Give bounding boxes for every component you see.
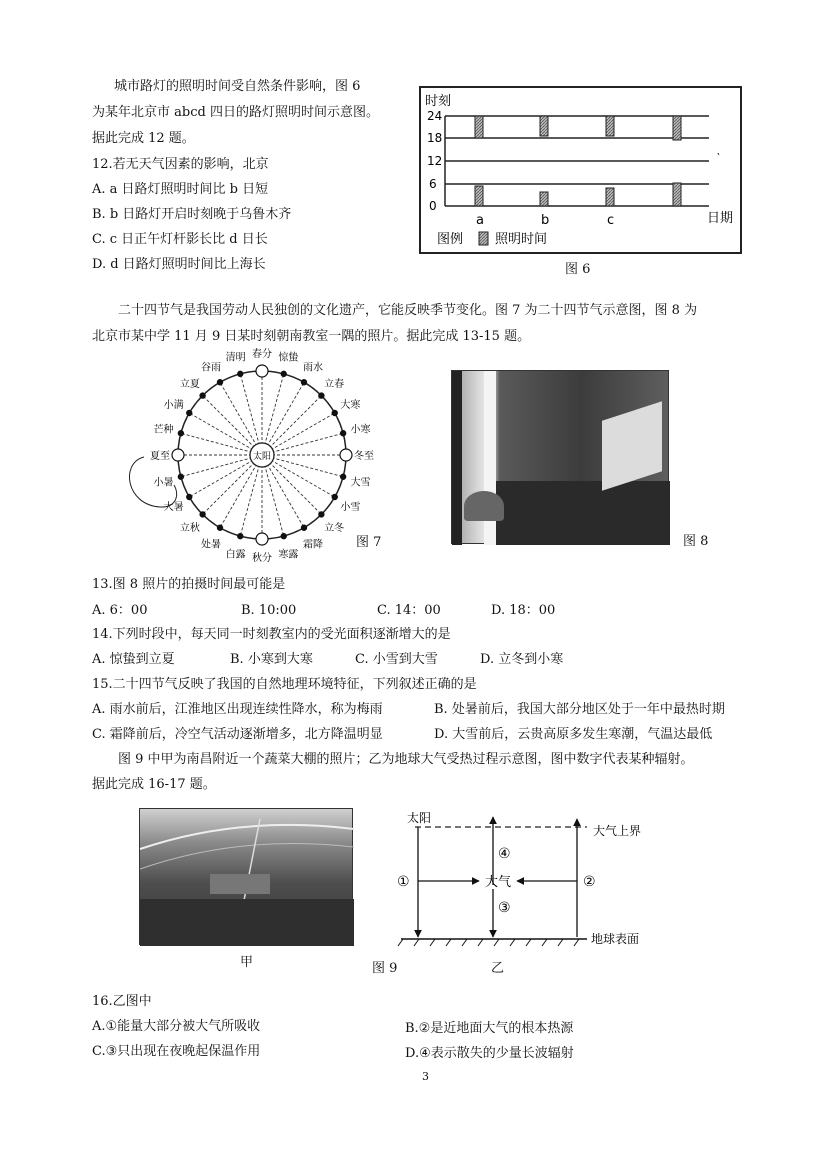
fig7-term-label: 芒种 [153, 424, 174, 436]
fig7-term-label: 小寒 [350, 424, 371, 436]
fig6-legend-swatch [479, 232, 488, 245]
q13-option-d: D. 18：00 [491, 603, 556, 618]
fig6-bar-b-evening [540, 116, 548, 136]
fig7-term-label: 冬至 [354, 451, 374, 462]
fig7-term-label: 大暑 [163, 502, 184, 513]
q16-option-c: C.③只出现在夜晚起保温作用 [92, 1044, 261, 1059]
intro13-line-1: 二十四节气是我国劳动人民独创的文化遗产，它能反映季节变化。图 7 为二十四节气示意图，图 8 为 [118, 303, 698, 318]
intro13-line-2: 北京市某中学 11 月 9 日某时刻朝南教室一隅的照片。据此完成 13-15 题。 [92, 329, 531, 344]
fig9-sun-label: 太阳 [407, 811, 432, 825]
intro12-line-3: 据此完成 12 题。 [92, 131, 195, 146]
fig7-term-label: 立冬 [324, 523, 345, 535]
fig7-center-label: 太阳 [252, 452, 272, 462]
figure-9-photo-jia [139, 808, 353, 945]
q12-stem: 12.若无天气因素的影响，北京 [92, 157, 269, 172]
fig7-term-label: 清明 [225, 352, 246, 364]
fig7-term-label: 处暑 [201, 539, 221, 551]
q14-stem: 14.下列时段中，每天同一时刻教室内的受光面积逐渐增大的是 [92, 627, 451, 642]
fig7-earth-position [187, 410, 192, 415]
fig7-term-label: 霜降 [303, 539, 323, 551]
figure-6-chart [419, 86, 742, 254]
fig7-earth-position [301, 525, 306, 530]
fig7-term-label: 立夏 [179, 378, 200, 390]
figure-7-diagram [120, 349, 400, 564]
q16-option-d: D.④表示散失的少量长波辐射 [405, 1046, 574, 1061]
fig7-earth-position [200, 393, 205, 398]
fig6-xtick-b: b [541, 213, 550, 228]
q12-option-b: B. b 日路灯开启时刻晚于乌鲁木齐 [92, 207, 292, 222]
fig7-earth-position [332, 410, 337, 415]
fig7-term-label: 谷雨 [201, 362, 221, 374]
figure-8-caption: 图 8 [683, 534, 709, 549]
intro12-line-1: 城市路灯的照明时间受自然条件影响，图 6 [114, 79, 361, 94]
q12-option-d: D. d 日路灯照明时间比上海长 [92, 257, 266, 272]
fig6-ytick-6: 6 [429, 177, 437, 191]
q16-option-b: B.②是近地面大气的根本热源 [405, 1021, 574, 1036]
fig9-num-1: ① [397, 874, 410, 890]
fig7-term-label: 春分 [252, 349, 272, 360]
fig7-earth-position [341, 431, 346, 436]
fig7-earth-position [172, 449, 184, 461]
fig7-earth-position [341, 474, 346, 479]
fig7-term-label: 寒露 [278, 549, 299, 561]
fig7-term-label: 白露 [225, 549, 246, 561]
fig6-bar-d-morning [673, 183, 681, 206]
fig7-term-label: 立春 [324, 378, 345, 390]
fig6-bar-d-evening [673, 116, 681, 140]
fig7-earth-position [256, 365, 268, 377]
q16-option-a: A.①能量大部分被大气所吸收 [92, 1019, 261, 1034]
fig6-ytick-24: 24 [427, 109, 443, 123]
fig7-earth-position [256, 533, 268, 545]
q13-option-b: B. 10:00 [241, 603, 297, 618]
q13-option-c: C. 14：00 [377, 603, 441, 618]
intro16-line-1: 图 9 中甲为南昌附近一个蔬菜大棚的照片；乙为地球大气受热过程示意图，图中数字代表某种辐射。 [118, 752, 694, 767]
fig9-num-3: ③ [498, 900, 511, 916]
fig6-bar-b-morning [540, 192, 548, 206]
fig9-atmos-label: 大气 [485, 875, 512, 890]
figure-8-photo [451, 370, 669, 544]
fig7-earth-position [238, 534, 243, 539]
q15-option-a: A. 雨水前后，江淮地区出现连续性降水，称为梅雨 [92, 702, 383, 717]
q13-stem: 13.图 8 照片的拍摄时间最可能是 [92, 577, 286, 592]
figure-9-diagram-yi [395, 805, 655, 980]
fig7-term-label: 小暑 [153, 477, 174, 489]
fig6-bar-a-morning [475, 186, 483, 206]
fig9-surface-hatching [398, 939, 579, 946]
q15-option-d: D. 大雪前后，云贵高原多发生寒潮，气温达最低 [434, 727, 713, 742]
fig9-num-2: ② [583, 874, 596, 890]
q12-option-a: A. a 日路灯照明时间比 b 日短 [92, 182, 269, 197]
fig7-earth-position [217, 380, 222, 385]
fig6-stray-mark: ‵ [717, 151, 720, 165]
fig6-xtick-c: c [607, 213, 615, 228]
fig7-term-label: 秋分 [252, 553, 272, 564]
intro12-line-2: 为某年北京市 abcd 四日的路灯照明时间示意图。 [92, 105, 379, 120]
fig6-bar-c-evening [606, 116, 614, 136]
fig7-earth-position [200, 512, 205, 517]
fig9-label-yi: 乙 [491, 961, 505, 976]
fig6-bar-c-morning [606, 188, 614, 206]
fig6-ytick-18: 18 [427, 131, 443, 145]
fig7-earth-position [319, 512, 324, 517]
fig7-term-label: 雨水 [303, 362, 323, 374]
fig7-earth-position [332, 494, 337, 499]
fig7-term-label: 立秋 [179, 523, 200, 535]
q14-option-a: A. 惊蛰到立夏 [92, 652, 175, 667]
figure-9-caption: 图 9 [372, 961, 398, 976]
fig7-term-label: 小雪 [340, 502, 361, 513]
q15-option-c: C. 霜降前后，冷空气活动逐渐增多，北方降温明显 [92, 727, 383, 742]
fig7-earth-position [178, 474, 183, 479]
intro16-line-2: 据此完成 16-17 题。 [92, 777, 216, 792]
page-number: 3 [422, 1070, 429, 1083]
q14-option-d: D. 立冬到小寒 [480, 652, 564, 667]
fig7-earth-position [340, 449, 352, 461]
fig6-legend-label: 照明时间 [495, 232, 548, 247]
fig9-top-label: 大气上界 [593, 824, 642, 838]
figure-7-caption: 图 7 [356, 535, 382, 550]
fig7-term-label: 夏至 [150, 451, 170, 462]
q14-option-c: C. 小雪到大雪 [355, 652, 438, 667]
q13-option-a: A. 6：00 [92, 603, 148, 618]
fig7-earth-position [281, 534, 286, 539]
fig7-term-label: 大寒 [340, 400, 361, 411]
fig7-earth-position [178, 431, 183, 436]
fig7-term-label: 惊蛰 [278, 352, 299, 364]
fig6-ytick-0: 0 [429, 199, 437, 213]
fig7-earth-position [281, 371, 286, 376]
fig7-earth-position [238, 371, 243, 376]
figure-6-caption: 图 6 [565, 262, 591, 277]
fig9-num-4: ④ [498, 846, 511, 862]
q12-option-c: C. c 日正午灯杆影长比 d 日长 [92, 232, 268, 247]
fig7-earth-position [301, 380, 306, 385]
fig7-earth-position [217, 525, 222, 530]
q15-option-b: B. 处暑前后，我国大部分地区处于一年中最热时期 [434, 702, 725, 717]
fig6-xlabel: 日期 [707, 211, 734, 226]
fig6-ytick-12: 12 [427, 154, 443, 168]
fig7-earth-position [187, 494, 192, 499]
fig7-term-label: 小满 [163, 400, 184, 411]
fig6-bar-a-evening [475, 116, 483, 138]
fig6-xtick-a: a [476, 213, 484, 228]
fig6-legend-title: 图例 [437, 232, 464, 247]
fig7-term-label: 大雪 [350, 477, 371, 489]
q15-stem: 15.二十四节气反映了我国的自然地理环境特征，下列叙述正确的是 [92, 677, 477, 692]
fig6-ylabel: 时刻 [425, 94, 452, 109]
fig9-label-jia: 甲 [240, 955, 254, 970]
fig9-surface-label: 地球表面 [591, 932, 640, 946]
q14-option-b: B. 小寒到大寒 [230, 652, 313, 667]
fig7-earth-position [319, 393, 324, 398]
q16-stem: 16.乙图中 [92, 994, 152, 1009]
